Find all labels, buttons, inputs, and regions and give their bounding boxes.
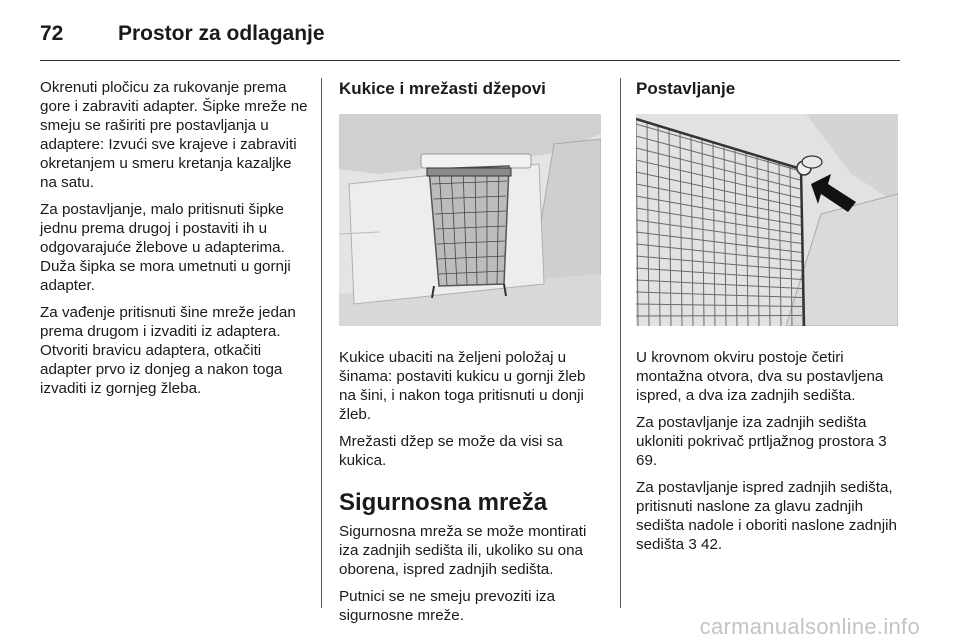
page-number: 72 <box>40 22 64 45</box>
column-middle <box>339 78 605 633</box>
column-divider <box>321 78 322 608</box>
column-left <box>40 78 312 406</box>
paragraph: Za vađenje pritisnuti šine mreže jedan prema drugom i izvaditi iz adaptera. Otvoriti bravicu adaptera, otkačiti adapter prvo iz donjeg a nakon toga izvaditi iz gornjeg žleba. <box>40 304 296 397</box>
cargo-pocket-illustration <box>339 114 601 326</box>
paragraph: U krovnom okviru postoje četiri montažna otvora, dva su postavljena ispred, a dva iza zadnjih sedišta. <box>636 349 884 404</box>
section-heading-hooks: Kukice i mrežasti džepovi <box>339 79 546 98</box>
paragraph: Za postavljanje iza zadnjih sedišta ukloniti pokrivač prtljažnog prostora 3 69. <box>636 414 887 469</box>
paragraph: Sigurnosna mreža se može montirati iza zadnjih sedišta ili, ukoliko su ona oborena, ispred zadnjih sedišta. <box>339 523 587 578</box>
safety-net-illustration <box>636 114 898 326</box>
paragraph: Mrežasti džep se može da visi sa kukica. <box>339 433 563 469</box>
column-right <box>636 78 902 562</box>
paragraph: Za postavljanje ispred zadnjih sedišta, pritisnuti naslone za glavu zadnjih sedišta nadole i oboriti naslone zadnjih sedišta 3 42. <box>636 479 897 553</box>
paragraph: Za postavljanje, malo pritisnuti šipke jednu prema drugoj i postaviti ih u odgovarajuće žlebove u adapterima. Duža šipka se mora umetnuti u gornji adapter. <box>40 201 291 294</box>
section-heading-installation: Postavljanje <box>636 79 736 98</box>
page-header <box>40 14 325 54</box>
watermark: carmanualsonline.info <box>699 614 920 639</box>
section-heading-safety-net: Sigurnosna mreža <box>339 489 548 516</box>
paragraph: Putnici se ne smeju prevoziti iza sigurnosne mreže. <box>339 588 556 624</box>
figure-cargo-net-pocket <box>339 114 601 326</box>
paragraph: Okrenuti pločicu za rukovanje prema gore i zabraviti adapter. Šipke mreže ne smeju se raširiti pre postavljanja u adaptere: Izvući sve krajeve i zabraviti okretanjem u smeru kretanja kazaljke na satu. <box>40 79 308 191</box>
page-title: Prostor za odlaganje <box>118 22 325 45</box>
header-rule <box>40 60 900 61</box>
paragraph: Kukice ubaciti na željeni položaj u šinama: postaviti kukicu u gornji žleb na šini, i nakon toga pritisnuti u donji žleb. <box>339 349 586 423</box>
column-divider <box>620 78 621 608</box>
figure-safety-net-mount <box>636 114 898 326</box>
